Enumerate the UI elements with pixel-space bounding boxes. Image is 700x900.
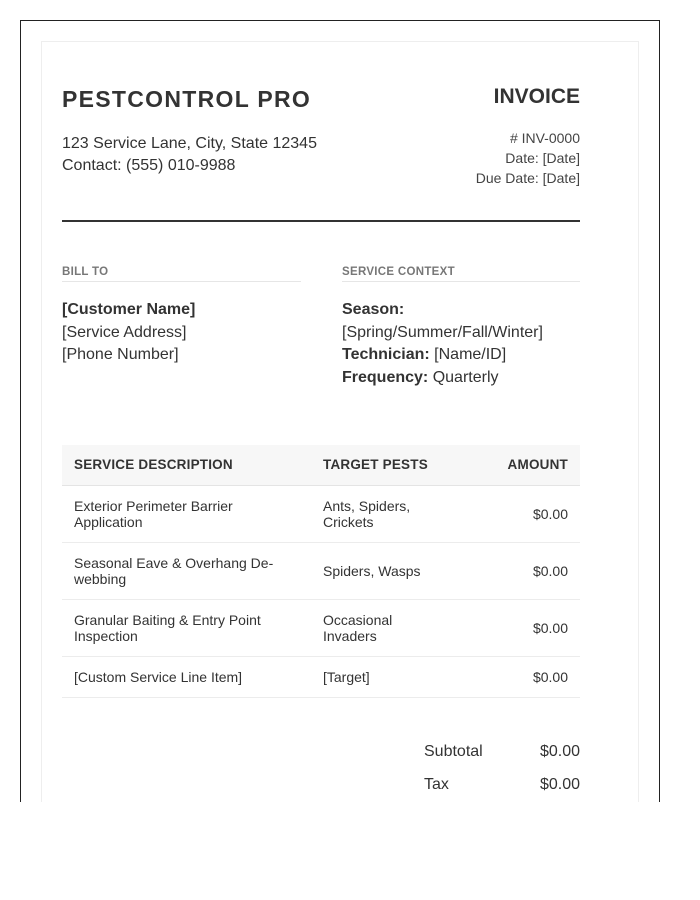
technician-value: [Name/ID] [429, 346, 507, 363]
line-amount: $0.00 [461, 542, 580, 599]
company-address: 123 Service Lane, City, State 12345 [62, 135, 317, 152]
service-description: Seasonal Eave & Overhang De-webbing [62, 542, 311, 599]
service-description: Exterior Perimeter Barrier Application [62, 485, 311, 542]
technician-line [342, 344, 543, 367]
invoice-date: Date: [Date] [505, 150, 580, 166]
bill-to-block [62, 299, 195, 367]
frequency-value: Quarterly [428, 368, 499, 386]
season-label: Season: [342, 301, 405, 318]
company-contact: Contact: (555) 010-9988 [62, 157, 236, 174]
line-amount: $0.00 [461, 485, 580, 542]
subtotal-label: Subtotal [424, 743, 483, 760]
table-row [62, 542, 580, 599]
column-header-amount: AMOUNT [461, 445, 580, 485]
table-row [62, 485, 580, 542]
technician-label: Technician: [342, 346, 430, 363]
target-pests: Occasional Invaders [311, 599, 461, 656]
target-pests: Ants, Spiders, Crickets [311, 485, 461, 542]
table-row [62, 656, 580, 697]
service-context-heading: SERVICE CONTEXT [342, 266, 580, 282]
company-name: PESTCONTROL PRO [62, 86, 312, 112]
invoice-number: # INV-0000 [509, 130, 580, 146]
table-header-row [62, 445, 580, 485]
bill-to-heading: BILL TO [62, 266, 301, 282]
services-table [62, 445, 580, 698]
service-description: Granular Baiting & Entry Point Inspection [62, 599, 311, 656]
column-header-description: SERVICE DESCRIPTION [62, 445, 311, 485]
service-address: [Service Address] [62, 323, 187, 341]
subtotal-value: $0.00 [539, 743, 580, 760]
service-description: [Custom Service Line Item] [62, 656, 311, 697]
customer-name: [Customer Name] [62, 301, 196, 318]
season-value: [Spring/Summer/Fall/Winter] [342, 323, 543, 341]
service-context-block [342, 299, 543, 389]
header-divider [62, 220, 580, 222]
season-line [342, 299, 543, 322]
invoice-title: INVOICE [493, 85, 580, 108]
target-pests: [Target] [311, 656, 461, 697]
target-pests: Spiders, Wasps [311, 542, 461, 599]
phone-number: [Phone Number] [62, 346, 179, 363]
invoice-page-frame [20, 20, 660, 802]
tax-label: Tax [424, 776, 449, 793]
frequency-line [342, 367, 543, 390]
column-header-target-pests: TARGET PESTS [311, 445, 461, 485]
tax-value: $0.00 [539, 776, 580, 793]
line-amount: $0.00 [461, 656, 580, 697]
frequency-label: Frequency: [342, 368, 429, 386]
line-amount: $0.00 [461, 599, 580, 656]
invoice-due-date: Due Date: [Date] [475, 170, 580, 186]
table-row [62, 599, 580, 656]
invoice-meta [476, 128, 580, 188]
